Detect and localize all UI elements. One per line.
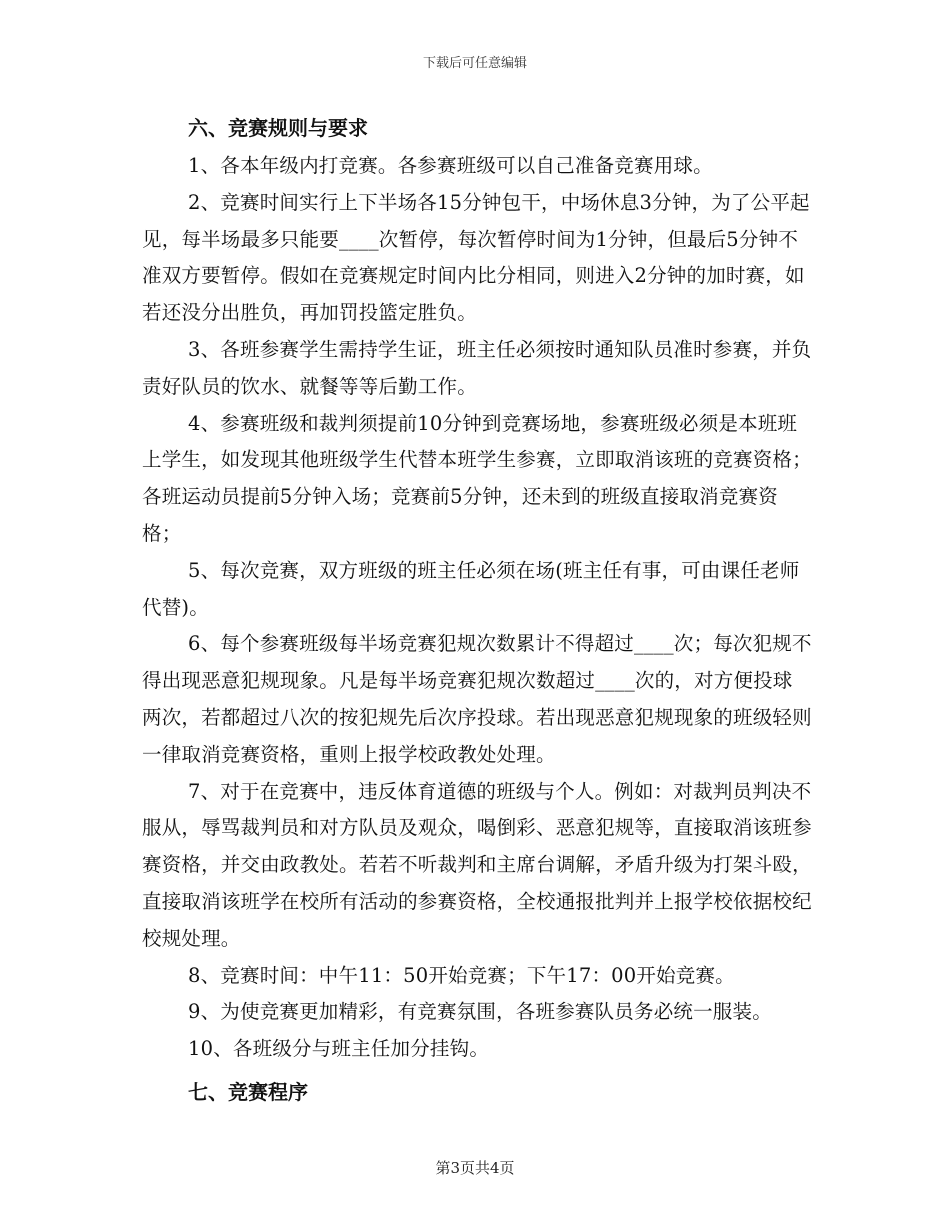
rule-1: 1、各本年级内打竞赛。各参赛班级可以自己准备竞赛用球。 xyxy=(188,154,713,177)
section-six-title: 六、竞赛规则与要求 xyxy=(188,116,368,140)
rule-6: 6、每个参赛班级每半场竞赛犯规次数累计不得超过____次；每次犯规不得出现恶意犯规现象。凡是每半场竞赛犯规次数超过____次的，对方便投球两次，若都超过八次的按犯规先后次序投球。若出现恶意犯规现象的班级轻则一律取消竞赛资格，重则上报学校政教处处理。 xyxy=(142,632,812,766)
rule-9: 9、为使竞赛更加精彩，有竞赛氛围，各班参赛队员务必统一服装。 xyxy=(188,1000,772,1024)
rule-10: 10、各班级分与班主任加分挂钩。 xyxy=(188,1037,490,1061)
rule-8: 8、竞赛时间：中午11：50开始竞赛；下午17：00开始竞赛。 xyxy=(188,963,735,987)
page-footer: 第3页共4页 xyxy=(435,1159,515,1177)
page-header: 下载后可任意编辑 xyxy=(422,56,527,71)
rule-3: 3、各班参赛学生需持学生证，班主任必须按时通知队员准时参赛，并负责好队员的饮水、就餐等等后勤工作。 xyxy=(142,337,812,398)
rule-7: 7、对于在竞赛中，违反体育道德的班级与个人。例如：对裁判员判决不服从，辱骂裁判员和对方队员及观众，喝倒彩、恶意犯规等，直接取消该班参赛资格，并交由政教处。若若不听裁判和主席台调解，矛盾升级为打架斗殴，直接取消该班学在校所有活动的参赛资格，全校通报批判并上报学校依据校纪校规处理。 xyxy=(142,779,812,950)
rule-5: 5、每次竞赛，双方班级的班主任必须在场(班主任有事，可由课任老师代替)。 xyxy=(142,558,800,619)
section-seven-title: 七、竞赛程序 xyxy=(188,1079,308,1104)
rule-2: 2、竞赛时间实行上下半场各15分钟包干，中场休息3分钟，为了公平起见，每半场最多只能要____次暂停，每次暂停时间为1分钟，但最后5分钟不准双方要暂停。假如在竞赛规定时间内比分相同，则进入2分钟的加时赛，如若还没分出胜负，再加罚投篮定胜负。 xyxy=(142,190,810,325)
document-body xyxy=(142,110,812,1112)
rule-4: 4、参赛班级和裁判须提前10分钟到竞赛场地，参赛班级必须是本班班上学生，如发现其他班级学生代替本班学生参赛，立即取消该班的竞赛资格；各班运动员提前5分钟入场；竞赛前5分钟，还未到的班级直接取消竞赛资格； xyxy=(142,411,812,545)
